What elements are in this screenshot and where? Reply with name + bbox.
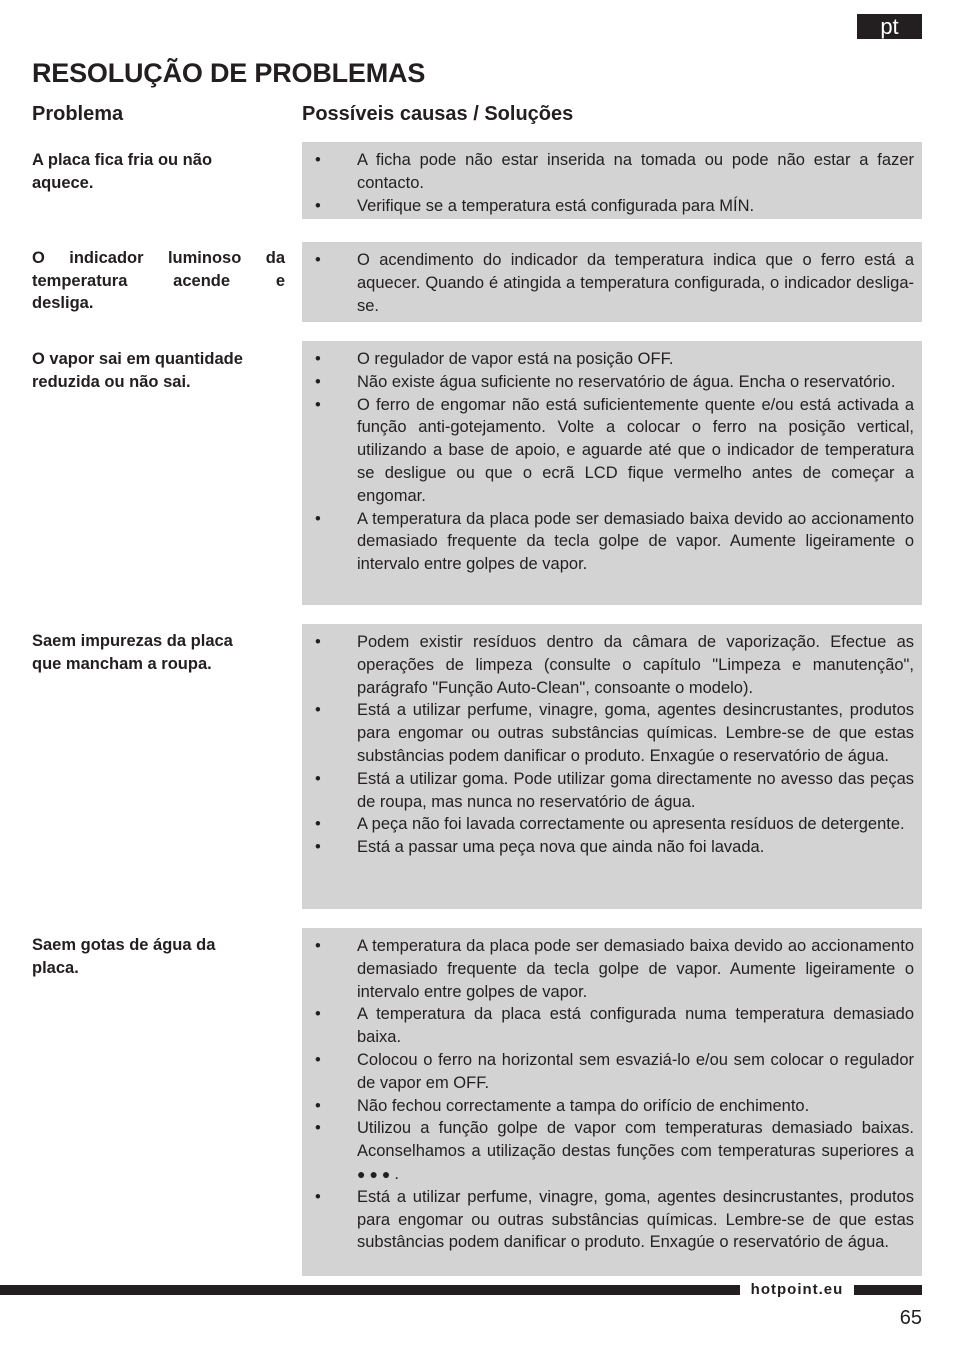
problem-line: que mancham a roupa. [32,654,212,673]
solution-box [302,341,922,605]
solution-text: Está a utilizar perfume, vinagre, goma, agentes desincrustantes, produtos para engomar ou outras substâncias químicas. Lembre-se de que estas substâncias podem danificar o produto. Enxagúe o reservatório de água. [357,701,914,765]
temperature-dots-icon: ●●● [357,1165,395,1182]
solution-text: Não fechou correctamente a tampa do orifício de enchimento. [357,1096,810,1115]
solution-item [302,699,914,767]
footer-rule-left [0,1285,740,1295]
solution-text: Não existe água suficiente no reservatório de água. Encha o reservatório. [357,372,896,391]
solution-item [302,935,914,1003]
bullet-icon: • [315,395,321,414]
solution-box [302,142,922,219]
solution-item [302,195,914,218]
solution-item [302,1003,914,1049]
problem-line: Saem gotas de água da [32,936,216,954]
problem-line: O vapor sai em quantidade [32,350,243,368]
solution-item [302,813,914,836]
problem-label [32,934,285,979]
solution-text-part: Utilizou a função golpe de vapor com temperaturas demasiado baixas. Aconselhamos a utilização destas funções com temperaturas superiores a [357,1119,914,1161]
solution-text [357,1117,914,1185]
problem-line: O indicador luminoso da temperatura acende e [32,249,285,290]
footer-website: hotpoint.eu [750,1281,844,1298]
problem-line: reduzida ou não sai. [32,372,191,391]
solution-item [302,348,914,371]
solution-item [302,1117,914,1185]
bullet-icon: • [315,815,321,834]
solutions-column-header: Possíveis causas / Soluções [302,103,574,125]
bullet-icon: • [315,1005,321,1024]
solution-text: Está a utilizar goma. Pode utilizar goma directamente no avesso das peças de roupa, mas nunca no reservatório de água. [357,769,914,811]
problem-label [32,247,285,315]
solution-text: O regulador de vapor está na posição OFF. [357,350,674,368]
problem-line: aquece. [32,173,94,192]
bullet-icon: • [315,1050,321,1069]
bullet-icon: • [315,1187,321,1206]
solution-item [302,768,914,814]
solution-text: Colocou o ferro na horizontal sem esvaziá-lo e/ou sem colocar o regulador de vapor em OFF. [357,1050,914,1092]
solution-item [302,836,914,859]
bullet-icon: • [315,372,321,391]
bullet-icon: • [315,701,321,720]
language-tab: pt [857,14,922,39]
bullet-icon: • [315,1119,321,1138]
solution-text: Podem existir resíduos dentro da câmara de vaporização. Efectue as operações de limpeza (consulte o capítulo "Limpeza e manutenção", parágrafo "Função Auto-Clean", consoante o modelo). [357,633,914,697]
solution-text: A temperatura da placa pode ser demasiado baixa devido ao accionamento demasiado frequente da tecla golpe de vapor. Aumente ligeiramente o intervalo entre golpes de vapor. [357,509,914,574]
bullet-icon: • [315,251,321,269]
solution-item [302,1186,914,1254]
solution-text: Verifique se a temperatura está configurada para MÍN. [357,196,755,215]
page-number: 65 [899,1307,922,1329]
page-title: RESOLUÇÃO DE PROBLEMAS [32,58,426,88]
bullet-icon: • [315,633,321,651]
problem-line: A placa fica fria ou não [32,151,213,169]
problem-label [32,149,285,194]
bullet-icon: • [315,509,321,528]
solution-item [302,249,914,317]
bullet-icon: • [315,151,321,169]
solution-item [302,371,914,394]
solution-text: O acendimento do indicador da temperatura indica que o ferro está a aquecer. Quando é atingida a temperatura configurada, o indicador desliga-se. [357,251,914,315]
problem-line: desliga. [32,294,94,312]
bullet-icon: • [315,769,321,788]
solution-text: A peça não foi lavada correctamente ou apresenta resíduos de detergente. [357,815,905,834]
solution-item [302,508,914,576]
dots-suffix: . [394,1164,399,1183]
solution-box [302,242,922,322]
solution-text: Está a passar uma peça nova que ainda não foi lavada. [357,838,765,857]
solution-box [302,928,922,1276]
solution-item [302,149,914,195]
solution-item [302,1049,914,1095]
solution-item [302,1095,914,1118]
solution-text: Está a utilizar perfume, vinagre, goma, agentes desincrustantes, produtos para engomar ou outras substâncias químicas. Lembre-se de que estas substâncias podem danificar o produto. Enxagúe o reservatório de água. [357,1187,914,1252]
problem-column-header: Problema [32,103,124,125]
bullet-icon: • [315,937,321,955]
solution-text: O ferro de engomar não está suficientemente quente e/ou está activada a função anti-gotejamento. Volte a colocar o ferro na posição vertical, utilizando a base de apoio, e aguarde até que o indicador de temperatura se desligue ou que o ecrã LCD fique vermelho antes de começar a engomar. [357,395,914,505]
problem-label [32,630,285,675]
solution-item [302,631,914,699]
problem-label [32,348,285,393]
solution-text: A temperatura da placa pode ser demasiado baixa devido ao accionamento demasiado frequente da tecla golpe de vapor. Aumente ligeiramente o intervalo entre golpes de vapor. [357,937,914,1001]
solution-box [302,624,922,909]
problem-line: Saem impurezas da placa [32,632,233,650]
solution-item [302,394,914,508]
bullet-icon: • [315,350,321,368]
bullet-icon: • [315,196,321,215]
solution-text: A temperatura da placa está configurada numa temperatura demasiado baixa. [357,1005,914,1047]
problem-line: placa. [32,958,79,977]
bullet-icon: • [315,1096,321,1115]
footer-rule-right [854,1285,922,1295]
solution-text: A ficha pode não estar inserida na tomada ou pode não estar a fazer contacto. [357,151,914,192]
bullet-icon: • [315,838,321,857]
